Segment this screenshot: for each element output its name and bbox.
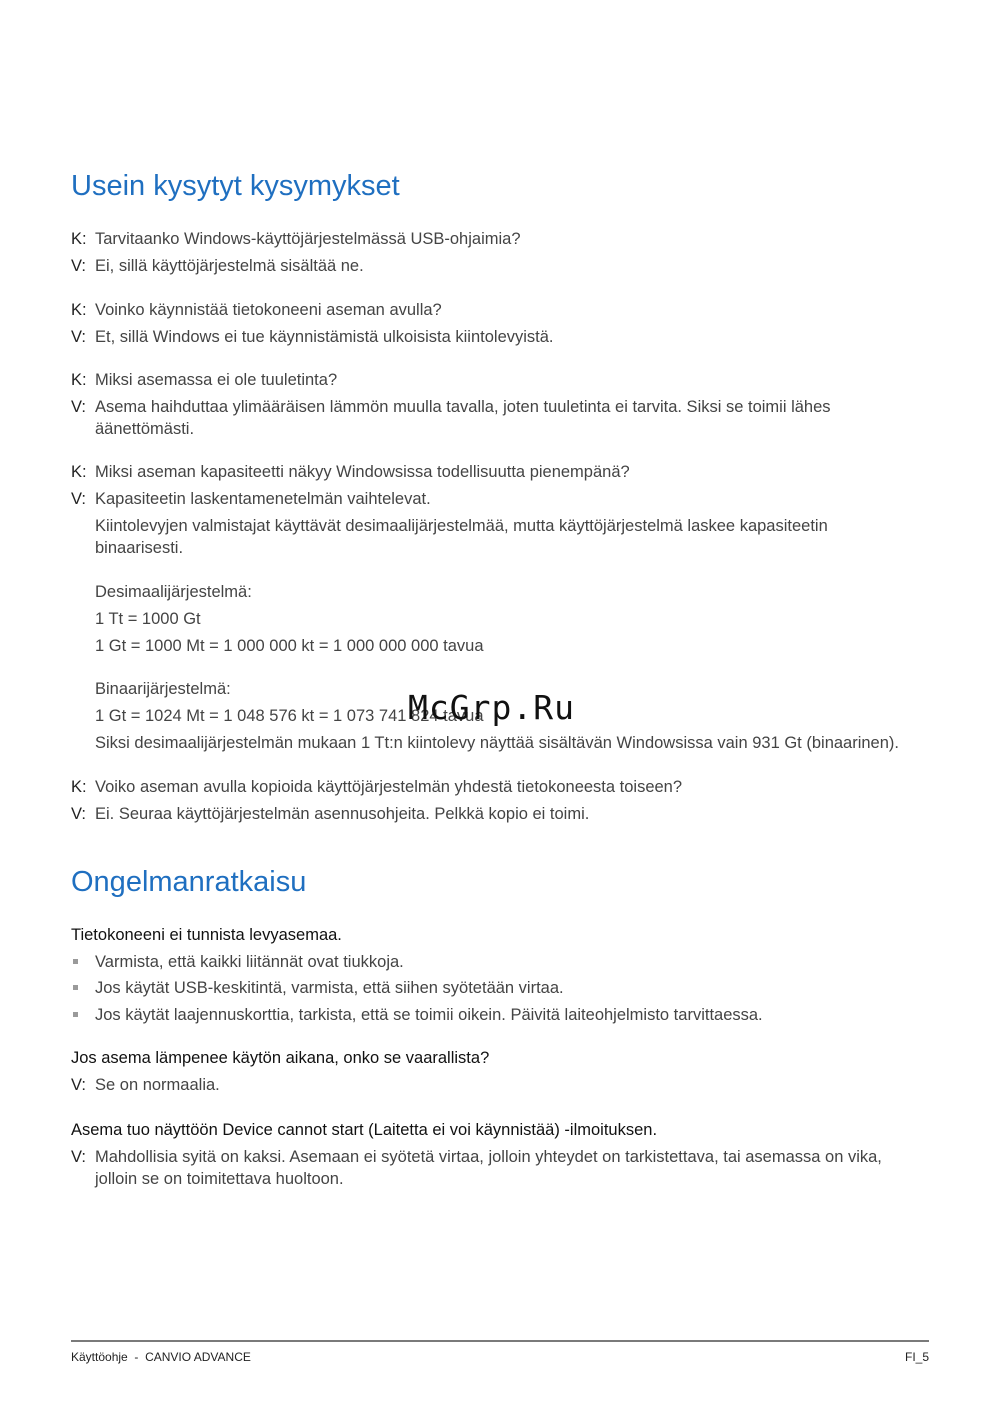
issue-answer-2 (71, 1074, 220, 1096)
issue-title-2: Jos asema lämpenee käytön aikana, onko se vaarallista? (71, 1049, 490, 1067)
faq-title: Usein kysytyt kysymykset (71, 170, 400, 202)
bullet-square-icon (71, 1004, 95, 1026)
a-label: V: (71, 490, 86, 508)
faq-a1 (71, 255, 364, 277)
footer-left (71, 1350, 251, 1364)
bullet-square-icon (71, 977, 95, 999)
bullet-square-icon (71, 951, 95, 973)
decimal-line-2: 1 Gt = 1000 Mt = 1 000 000 kt = 1 000 000 000 tavua (95, 637, 484, 655)
answer-text: Asema haihduttaa ylimääräisen lämmön muulla tavalla, joten tuuletinta ei tarvita. Siksi se toimii lähes äänettömästi. (95, 398, 831, 438)
bullet-text: Jos käytät USB-keskitintä, varmista, että siihen syötetään virtaa. (95, 979, 564, 997)
binary-line-1: 1 Gt = 1024 Mt = 1 048 576 kt = 1 073 741 824 tavua (95, 707, 484, 725)
issue-title-3: Asema tuo näyttöön Device cannot start (Laitetta ei voi käynnistää) -ilmoituksen. (71, 1121, 658, 1139)
watermark: McGrp.Ru (408, 688, 575, 727)
question-text: Voiko aseman avulla kopioida käyttöjärjestelmän yhdestä tietokoneesta toiseen? (95, 778, 683, 796)
faq-q2 (71, 299, 442, 321)
bullet-text: Varmista, että kaikki liitännät ovat tiukkoja. (95, 953, 404, 971)
faq-a5 (71, 803, 589, 825)
page-number: FI_5 (904, 1350, 929, 1364)
troubleshooting-title: Ongelmanratkaisu (71, 866, 307, 898)
a-label: V: (71, 1076, 86, 1094)
faq-a2 (71, 326, 554, 348)
bullet-item (71, 1004, 763, 1026)
footer-product: CANVIO ADVANCE (145, 1350, 251, 1364)
bullet-item (71, 977, 564, 999)
question-text: Tarvitaanko Windows-käyttöjärjestelmässä USB-ohjaimia? (95, 230, 521, 248)
faq-a4 (71, 488, 431, 510)
answer-text: Kapasiteetin laskentamenetelmän vaihtelevat. (95, 490, 431, 508)
question-text: Voinko käynnistää tietokoneeni aseman avulla? (95, 301, 442, 319)
q-label: K: (71, 778, 87, 796)
bullet-item (71, 951, 404, 973)
q-label: K: (71, 230, 87, 248)
q-label: K: (71, 463, 87, 481)
question-text: Miksi asemassa ei ole tuuletinta? (95, 371, 338, 389)
issue-answer-3 (71, 1146, 925, 1190)
footer-separator: - (134, 1350, 139, 1364)
faq-q4 (71, 461, 630, 483)
a-label: V: (71, 328, 86, 346)
answer-text: Mahdollisia syitä on kaksi. Asemaan ei syötetä virtaa, jolloin yhteydet on tarkistettava, tai asemassa on vika, jolloin se on toimitettava huoltoon. (95, 1148, 882, 1188)
q-label: K: (71, 301, 87, 319)
a-label: V: (71, 398, 86, 416)
footer-divider (71, 1340, 929, 1342)
faq-q5 (71, 776, 682, 798)
question-text: Miksi aseman kapasiteetti näkyy Windowsissa todellisuutta pienempänä? (95, 463, 630, 481)
q-label: K: (71, 371, 87, 389)
answer-text: Ei, sillä käyttöjärjestelmä sisältää ne. (95, 257, 364, 275)
binary-title: Binaarijärjestelmä: (95, 680, 231, 698)
answer-text: Se on normaalia. (95, 1076, 220, 1094)
bullet-text: Jos käytät laajennuskorttia, tarkista, että se toimii oikein. Päivitä laiteohjelmisto tarvittaessa. (95, 1006, 763, 1024)
decimal-line-1: 1 Tt = 1000 Gt (95, 610, 201, 628)
footer-manual: Käyttöohje (71, 1350, 128, 1364)
issue-title-1: Tietokoneeni ei tunnista levyasemaa. (71, 926, 342, 944)
decimal-title: Desimaalijärjestelmä: (95, 583, 252, 601)
binary-line-2: Siksi desimaalijärjestelmän mukaan 1 Tt:n kiintolevy näyttää sisältävän Windowsissa vain 931 Gt (binaarinen). (95, 734, 899, 752)
a-label: V: (71, 1148, 86, 1166)
faq-q1 (71, 228, 521, 250)
a-label: V: (71, 257, 86, 275)
answer-text: Ei. Seuraa käyttöjärjestelmän asennusohjeita. Pelkkä kopio ei toimi. (95, 805, 590, 823)
a-label: V: (71, 805, 86, 823)
answer-paragraph: Kiintolevyjen valmistajat käyttävät desimaalijärjestelmää, mutta käyttöjärjestelmä laskee kapasiteetin binaarisesti. (95, 517, 828, 557)
faq-q3 (71, 369, 337, 391)
answer-text: Et, sillä Windows ei tue käynnistämistä ulkoisista kiintolevyistä. (95, 328, 554, 346)
faq-a3 (71, 396, 925, 440)
